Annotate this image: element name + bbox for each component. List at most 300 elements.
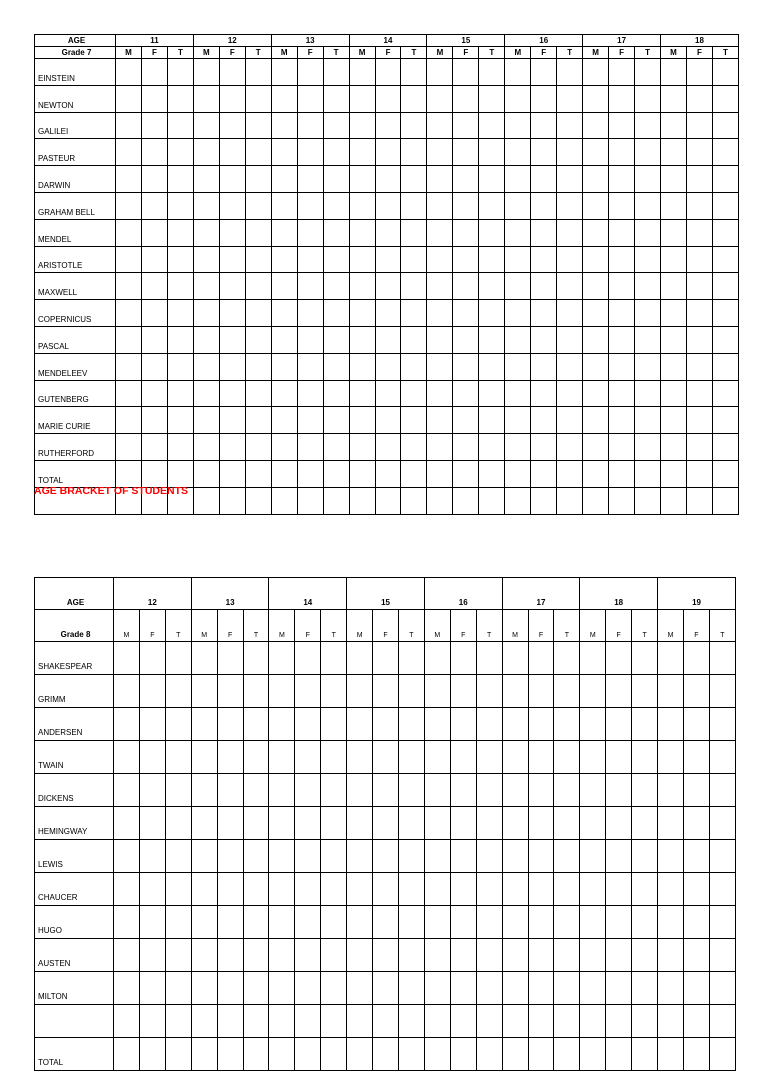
count-cell[interactable] [661,407,687,434]
count-cell[interactable] [583,166,609,193]
count-cell[interactable] [606,774,632,807]
count-cell[interactable] [712,219,738,246]
count-cell[interactable] [661,380,687,407]
count-cell[interactable] [505,192,531,219]
count-cell[interactable] [709,708,735,741]
count-cell[interactable] [269,642,295,675]
count-cell[interactable] [323,326,349,353]
count-cell[interactable] [349,300,375,327]
count-cell[interactable] [401,380,427,407]
count-cell[interactable] [712,300,738,327]
count-cell[interactable] [114,840,140,873]
count-cell[interactable] [139,675,165,708]
count-cell[interactable] [658,1038,684,1071]
count-cell[interactable] [401,407,427,434]
count-cell[interactable] [479,460,505,487]
count-cell[interactable] [658,873,684,906]
count-cell[interactable] [116,192,142,219]
count-cell[interactable] [479,192,505,219]
count-cell[interactable] [219,487,245,514]
count-cell[interactable] [375,273,401,300]
count-cell[interactable] [635,192,661,219]
count-cell[interactable] [661,487,687,514]
count-cell[interactable] [219,434,245,461]
count-cell[interactable] [476,906,502,939]
count-cell[interactable] [427,380,453,407]
count-cell[interactable] [297,85,323,112]
count-cell[interactable] [635,59,661,86]
count-cell[interactable] [219,326,245,353]
count-cell[interactable] [297,59,323,86]
count-cell[interactable] [373,906,399,939]
count-cell[interactable] [219,407,245,434]
count-cell[interactable] [295,906,321,939]
count-cell[interactable] [323,380,349,407]
count-cell[interactable] [193,246,219,273]
count-cell[interactable] [609,273,635,300]
count-cell[interactable] [347,741,373,774]
count-cell[interactable] [661,219,687,246]
count-cell[interactable] [219,380,245,407]
count-cell[interactable] [453,112,479,139]
count-cell[interactable] [114,873,140,906]
count-cell[interactable] [580,873,606,906]
count-cell[interactable] [347,873,373,906]
count-cell[interactable] [193,85,219,112]
count-cell[interactable] [349,246,375,273]
count-cell[interactable] [580,906,606,939]
count-cell[interactable] [139,807,165,840]
count-cell[interactable] [554,708,580,741]
count-cell[interactable] [453,85,479,112]
count-cell[interactable] [373,972,399,1005]
count-cell[interactable] [632,708,658,741]
count-cell[interactable] [606,642,632,675]
count-cell[interactable] [141,273,167,300]
count-cell[interactable] [632,807,658,840]
count-cell[interactable] [583,139,609,166]
count-cell[interactable] [295,873,321,906]
count-cell[interactable] [347,1038,373,1071]
count-cell[interactable] [271,326,297,353]
count-cell[interactable] [347,972,373,1005]
count-cell[interactable] [297,192,323,219]
count-cell[interactable] [453,353,479,380]
count-cell[interactable] [479,59,505,86]
count-cell[interactable] [450,675,476,708]
count-cell[interactable] [712,246,738,273]
count-cell[interactable] [245,166,271,193]
count-cell[interactable] [661,166,687,193]
count-cell[interactable] [269,873,295,906]
count-cell[interactable] [297,112,323,139]
count-cell[interactable] [686,300,712,327]
count-cell[interactable] [349,166,375,193]
count-cell[interactable] [375,434,401,461]
count-cell[interactable] [323,112,349,139]
count-cell[interactable] [297,273,323,300]
count-cell[interactable] [505,407,531,434]
count-cell[interactable] [297,166,323,193]
count-cell[interactable] [271,380,297,407]
count-cell[interactable] [479,112,505,139]
count-cell[interactable] [683,675,709,708]
count-cell[interactable] [427,273,453,300]
count-cell[interactable] [375,59,401,86]
count-cell[interactable] [554,840,580,873]
count-cell[interactable] [245,85,271,112]
count-cell[interactable] [271,59,297,86]
count-cell[interactable] [450,741,476,774]
count-cell[interactable] [479,487,505,514]
count-cell[interactable] [709,1005,735,1038]
count-cell[interactable] [323,59,349,86]
count-cell[interactable] [191,906,217,939]
count-cell[interactable] [505,460,531,487]
count-cell[interactable] [398,642,424,675]
count-cell[interactable] [554,642,580,675]
count-cell[interactable] [297,326,323,353]
count-cell[interactable] [116,407,142,434]
count-cell[interactable] [683,1038,709,1071]
count-cell[interactable] [219,59,245,86]
count-cell[interactable] [557,192,583,219]
count-cell[interactable] [453,407,479,434]
count-cell[interactable] [709,642,735,675]
count-cell[interactable] [375,460,401,487]
count-cell[interactable] [219,112,245,139]
count-cell[interactable] [424,972,450,1005]
count-cell[interactable] [114,939,140,972]
count-cell[interactable] [683,939,709,972]
count-cell[interactable] [686,273,712,300]
count-cell[interactable] [505,326,531,353]
count-cell[interactable] [528,675,554,708]
count-cell[interactable] [191,741,217,774]
count-cell[interactable] [398,1038,424,1071]
count-cell[interactable] [401,85,427,112]
count-cell[interactable] [271,487,297,514]
count-cell[interactable] [271,166,297,193]
count-cell[interactable] [141,380,167,407]
count-cell[interactable] [139,939,165,972]
count-cell[interactable] [375,380,401,407]
count-cell[interactable] [661,59,687,86]
count-cell[interactable] [219,273,245,300]
count-cell[interactable] [401,273,427,300]
count-cell[interactable] [398,939,424,972]
count-cell[interactable] [373,675,399,708]
count-cell[interactable] [528,906,554,939]
count-cell[interactable] [583,192,609,219]
count-cell[interactable] [243,807,269,840]
count-cell[interactable] [712,192,738,219]
count-cell[interactable] [606,939,632,972]
count-cell[interactable] [139,840,165,873]
count-cell[interactable] [476,873,502,906]
count-cell[interactable] [375,300,401,327]
count-cell[interactable] [191,972,217,1005]
count-cell[interactable] [502,741,528,774]
count-cell[interactable] [217,840,243,873]
count-cell[interactable] [321,708,347,741]
count-cell[interactable] [635,112,661,139]
count-cell[interactable] [191,807,217,840]
count-cell[interactable] [557,300,583,327]
count-cell[interactable] [709,1038,735,1071]
count-cell[interactable] [580,807,606,840]
count-cell[interactable] [580,708,606,741]
count-cell[interactable] [450,1038,476,1071]
count-cell[interactable] [505,59,531,86]
count-cell[interactable] [709,873,735,906]
count-cell[interactable] [557,246,583,273]
count-cell[interactable] [450,774,476,807]
count-cell[interactable] [658,741,684,774]
count-cell[interactable] [375,192,401,219]
count-cell[interactable] [531,85,557,112]
count-cell[interactable] [427,219,453,246]
count-cell[interactable] [321,642,347,675]
count-cell[interactable] [528,774,554,807]
count-cell[interactable] [217,873,243,906]
count-cell[interactable] [114,906,140,939]
count-cell[interactable] [349,59,375,86]
count-cell[interactable] [375,139,401,166]
count-cell[interactable] [528,1038,554,1071]
count-cell[interactable] [580,642,606,675]
count-cell[interactable] [712,59,738,86]
count-cell[interactable] [167,219,193,246]
count-cell[interactable] [427,85,453,112]
count-cell[interactable] [658,708,684,741]
count-cell[interactable] [375,407,401,434]
count-cell[interactable] [554,1038,580,1071]
count-cell[interactable] [116,353,142,380]
count-cell[interactable] [116,59,142,86]
count-cell[interactable] [583,460,609,487]
count-cell[interactable] [635,273,661,300]
count-cell[interactable] [479,380,505,407]
count-cell[interactable] [661,460,687,487]
count-cell[interactable] [349,112,375,139]
count-cell[interactable] [193,192,219,219]
count-cell[interactable] [271,219,297,246]
count-cell[interactable] [453,380,479,407]
count-cell[interactable] [557,407,583,434]
count-cell[interactable] [141,219,167,246]
count-cell[interactable] [635,139,661,166]
count-cell[interactable] [531,219,557,246]
count-cell[interactable] [712,326,738,353]
count-cell[interactable] [661,326,687,353]
count-cell[interactable] [528,642,554,675]
count-cell[interactable] [609,192,635,219]
count-cell[interactable] [139,972,165,1005]
count-cell[interactable] [661,192,687,219]
count-cell[interactable] [349,460,375,487]
count-cell[interactable] [321,906,347,939]
count-cell[interactable] [349,192,375,219]
count-cell[interactable] [321,972,347,1005]
count-cell[interactable] [347,1005,373,1038]
count-cell[interactable] [116,246,142,273]
count-cell[interactable] [686,353,712,380]
count-cell[interactable] [479,273,505,300]
count-cell[interactable] [712,112,738,139]
count-cell[interactable] [295,1005,321,1038]
count-cell[interactable] [683,840,709,873]
count-cell[interactable] [349,407,375,434]
count-cell[interactable] [193,326,219,353]
count-cell[interactable] [271,300,297,327]
count-cell[interactable] [479,434,505,461]
count-cell[interactable] [580,1005,606,1038]
count-cell[interactable] [557,487,583,514]
count-cell[interactable] [580,774,606,807]
count-cell[interactable] [580,972,606,1005]
count-cell[interactable] [580,840,606,873]
count-cell[interactable] [167,139,193,166]
count-cell[interactable] [141,59,167,86]
count-cell[interactable] [321,741,347,774]
count-cell[interactable] [375,246,401,273]
count-cell[interactable] [165,1038,191,1071]
count-cell[interactable] [271,112,297,139]
count-cell[interactable] [424,708,450,741]
count-cell[interactable] [528,708,554,741]
count-cell[interactable] [323,166,349,193]
count-cell[interactable] [635,85,661,112]
count-cell[interactable] [217,741,243,774]
count-cell[interactable] [373,774,399,807]
count-cell[interactable] [554,1005,580,1038]
count-cell[interactable] [531,434,557,461]
count-cell[interactable] [139,774,165,807]
count-cell[interactable] [712,434,738,461]
count-cell[interactable] [531,112,557,139]
count-cell[interactable] [531,353,557,380]
count-cell[interactable] [632,741,658,774]
count-cell[interactable] [193,112,219,139]
count-cell[interactable] [609,326,635,353]
count-cell[interactable] [709,939,735,972]
count-cell[interactable] [661,434,687,461]
count-cell[interactable] [453,219,479,246]
count-cell[interactable] [505,380,531,407]
count-cell[interactable] [375,85,401,112]
count-cell[interactable] [217,774,243,807]
count-cell[interactable] [219,300,245,327]
count-cell[interactable] [398,972,424,1005]
count-cell[interactable] [167,59,193,86]
count-cell[interactable] [427,460,453,487]
count-cell[interactable] [606,708,632,741]
count-cell[interactable] [686,59,712,86]
count-cell[interactable] [554,774,580,807]
count-cell[interactable] [347,675,373,708]
count-cell[interactable] [243,741,269,774]
count-cell[interactable] [245,487,271,514]
count-cell[interactable] [476,741,502,774]
count-cell[interactable] [271,246,297,273]
count-cell[interactable] [505,219,531,246]
count-cell[interactable] [609,434,635,461]
count-cell[interactable] [398,1005,424,1038]
count-cell[interactable] [139,873,165,906]
count-cell[interactable] [271,273,297,300]
count-cell[interactable] [245,139,271,166]
count-cell[interactable] [505,300,531,327]
count-cell[interactable] [450,840,476,873]
count-cell[interactable] [167,246,193,273]
count-cell[interactable] [245,434,271,461]
count-cell[interactable] [606,1005,632,1038]
count-cell[interactable] [453,246,479,273]
count-cell[interactable] [165,972,191,1005]
count-cell[interactable] [321,774,347,807]
count-cell[interactable] [502,774,528,807]
count-cell[interactable] [424,774,450,807]
count-cell[interactable] [502,840,528,873]
count-cell[interactable] [141,353,167,380]
count-cell[interactable] [114,642,140,675]
count-cell[interactable] [401,192,427,219]
count-cell[interactable] [297,139,323,166]
count-cell[interactable] [167,353,193,380]
count-cell[interactable] [658,840,684,873]
count-cell[interactable] [712,166,738,193]
count-cell[interactable] [141,300,167,327]
count-cell[interactable] [295,675,321,708]
count-cell[interactable] [450,642,476,675]
count-cell[interactable] [139,1038,165,1071]
count-cell[interactable] [271,460,297,487]
count-cell[interactable] [243,906,269,939]
count-cell[interactable] [398,741,424,774]
count-cell[interactable] [401,487,427,514]
count-cell[interactable] [165,741,191,774]
count-cell[interactable] [450,1005,476,1038]
count-cell[interactable] [243,642,269,675]
count-cell[interactable] [453,460,479,487]
count-cell[interactable] [427,487,453,514]
count-cell[interactable] [635,434,661,461]
count-cell[interactable] [661,85,687,112]
count-cell[interactable] [502,675,528,708]
count-cell[interactable] [321,840,347,873]
count-cell[interactable] [297,434,323,461]
count-cell[interactable] [243,675,269,708]
count-cell[interactable] [583,407,609,434]
count-cell[interactable] [139,642,165,675]
count-cell[interactable] [606,675,632,708]
count-cell[interactable] [245,273,271,300]
count-cell[interactable] [609,219,635,246]
count-cell[interactable] [661,112,687,139]
count-cell[interactable] [375,487,401,514]
count-cell[interactable] [712,139,738,166]
count-cell[interactable] [583,85,609,112]
count-cell[interactable] [583,112,609,139]
count-cell[interactable] [709,774,735,807]
count-cell[interactable] [373,840,399,873]
count-cell[interactable] [401,460,427,487]
count-cell[interactable] [554,906,580,939]
count-cell[interactable] [505,85,531,112]
count-cell[interactable] [165,906,191,939]
count-cell[interactable] [661,273,687,300]
